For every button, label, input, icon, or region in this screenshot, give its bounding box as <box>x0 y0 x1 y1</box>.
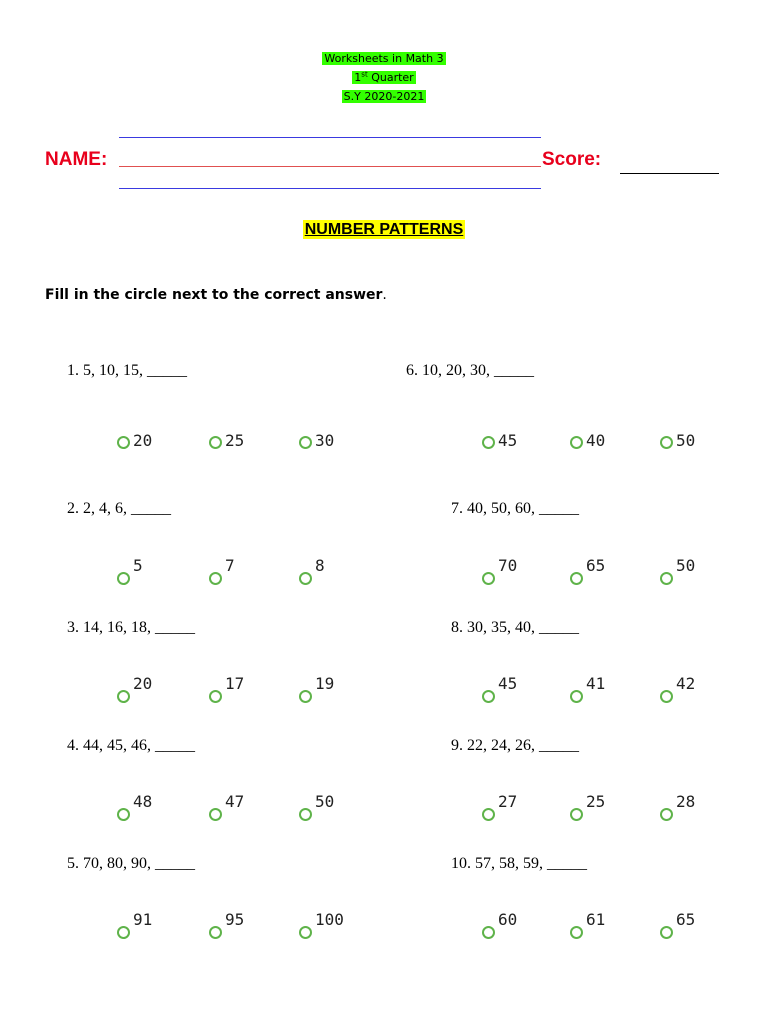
answer-circle-icon[interactable] <box>299 808 312 821</box>
header-line-3: S.Y 2020-2021 <box>343 90 425 103</box>
answer-circle-icon[interactable] <box>117 572 130 585</box>
answer-circle-icon[interactable] <box>660 690 673 703</box>
choice-label: 41 <box>586 674 606 693</box>
answer-circle-icon[interactable] <box>482 436 495 449</box>
worksheet-title: NUMBER PATTERNS <box>304 221 464 238</box>
answer-circle-icon[interactable] <box>570 690 583 703</box>
score-blank[interactable] <box>620 173 719 174</box>
choice-label: 45 <box>498 431 518 450</box>
answer-circle-icon[interactable] <box>482 808 495 821</box>
choice-label: 91 <box>133 910 153 929</box>
choice-label: 40 <box>586 431 606 450</box>
choice-label: 5 <box>133 556 143 575</box>
choice-label: 19 <box>315 674 335 693</box>
choice-label: 30 <box>315 431 335 450</box>
answer-circle-icon[interactable] <box>482 572 495 585</box>
answer-circle-icon[interactable] <box>117 808 130 821</box>
answer-circle-icon[interactable] <box>570 926 583 939</box>
header-line-2: 1st Quarter <box>354 70 414 84</box>
choice-label: 25 <box>225 431 245 450</box>
choice-label: 7 <box>225 556 235 575</box>
answer-circle-icon[interactable] <box>209 572 222 585</box>
answer-circle-icon[interactable] <box>117 690 130 703</box>
question-9: 9. 22, 24, 26, _____ <box>451 737 579 754</box>
choice-label: 61 <box>586 910 606 929</box>
choice-label: 17 <box>225 674 245 693</box>
answer-circle-icon[interactable] <box>209 690 222 703</box>
choice-label: 60 <box>498 910 518 929</box>
question-3: 3. 14, 16, 18, _____ <box>67 619 195 636</box>
name-red-rule <box>119 166 541 167</box>
answer-circle-icon[interactable] <box>117 926 130 939</box>
answer-circle-icon[interactable] <box>299 436 312 449</box>
question-1: 1. 5, 10, 15, _____ <box>67 362 187 379</box>
answer-circle-icon[interactable] <box>660 808 673 821</box>
answer-circle-icon[interactable] <box>570 808 583 821</box>
answer-circle-icon[interactable] <box>209 436 222 449</box>
score-label: Score: <box>542 149 602 170</box>
choice-label: 25 <box>586 792 606 811</box>
top-blue-rule <box>119 137 541 138</box>
choice-label: 65 <box>676 910 696 929</box>
answer-circle-icon[interactable] <box>299 690 312 703</box>
bottom-blue-rule <box>119 188 541 189</box>
answer-circle-icon[interactable] <box>660 926 673 939</box>
answer-circle-icon[interactable] <box>117 436 130 449</box>
choice-label: 20 <box>133 674 153 693</box>
question-10: 10. 57, 58, 59, _____ <box>451 855 587 872</box>
question-7: 7. 40, 50, 60, _____ <box>451 500 579 517</box>
choice-label: 50 <box>315 792 335 811</box>
answer-circle-icon[interactable] <box>209 808 222 821</box>
header-line-1: Worksheets in Math 3 <box>324 52 444 65</box>
name-label: NAME: <box>45 149 108 170</box>
choice-label: 28 <box>676 792 696 811</box>
choice-label: 48 <box>133 792 153 811</box>
choice-label: 70 <box>498 556 518 575</box>
choice-label: 65 <box>586 556 606 575</box>
worksheet-header <box>0 49 768 106</box>
answer-circle-icon[interactable] <box>482 690 495 703</box>
answer-circle-icon[interactable] <box>660 572 673 585</box>
choice-label: 50 <box>676 431 696 450</box>
choice-label: 100 <box>315 910 344 929</box>
answer-circle-icon[interactable] <box>299 572 312 585</box>
choice-label: 42 <box>676 674 696 693</box>
question-4: 4. 44, 45, 46, _____ <box>67 737 195 754</box>
answer-circle-icon[interactable] <box>482 926 495 939</box>
choice-label: 50 <box>676 556 696 575</box>
instructions: Fill in the circle next to the correct answer. <box>45 287 387 303</box>
choice-label: 95 <box>225 910 245 929</box>
question-5: 5. 70, 80, 90, _____ <box>67 855 195 872</box>
answer-circle-icon[interactable] <box>299 926 312 939</box>
choice-label: 27 <box>498 792 518 811</box>
answer-circle-icon[interactable] <box>209 926 222 939</box>
choice-label: 8 <box>315 556 325 575</box>
choice-label: 47 <box>225 792 245 811</box>
choice-label: 20 <box>133 431 153 450</box>
question-8: 8. 30, 35, 40, _____ <box>451 619 579 636</box>
question-2: 2. 2, 4, 6, _____ <box>67 500 171 517</box>
answer-circle-icon[interactable] <box>660 436 673 449</box>
answer-circle-icon[interactable] <box>570 572 583 585</box>
answer-circle-icon[interactable] <box>570 436 583 449</box>
question-6: 6. 10, 20, 30, _____ <box>406 362 534 379</box>
choice-label: 45 <box>498 674 518 693</box>
